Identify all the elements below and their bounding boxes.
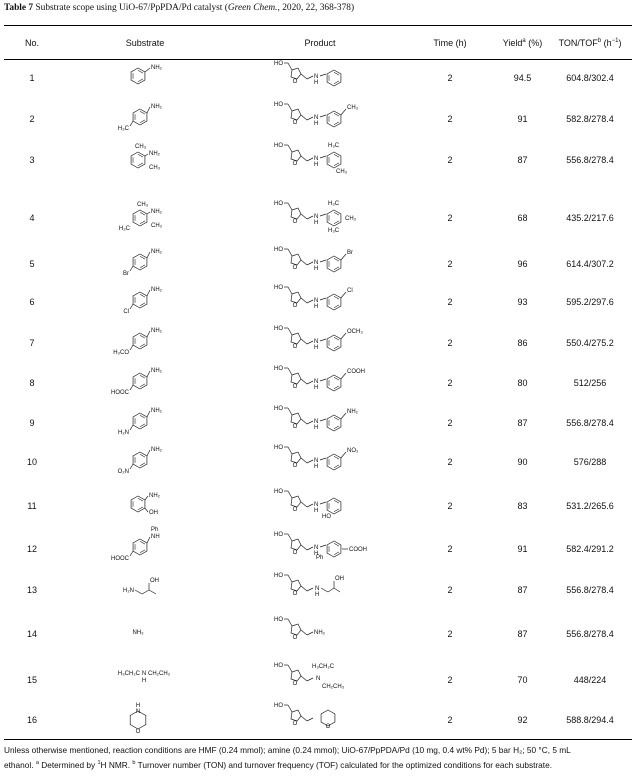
- substrate-bottom-group: O₂N: [117, 469, 129, 475]
- substrate-structure: [118, 101, 188, 137]
- product-ho-label: HO: [274, 445, 283, 451]
- footnote-sup-b: b: [132, 759, 136, 766]
- substrate-h-label: H: [141, 678, 147, 684]
- row-time: 2: [447, 114, 453, 124]
- row-yield: 93: [517, 297, 528, 307]
- row-time: 2: [447, 73, 453, 83]
- product-furan-o: O: [292, 120, 298, 126]
- product-furan-o: O: [292, 507, 298, 513]
- row-time: 2: [447, 715, 453, 725]
- row-time: 2: [447, 297, 453, 307]
- product-structure: [272, 403, 382, 441]
- row-ton-tof: 595.2/297.6: [566, 297, 614, 307]
- row-yield: 87: [517, 585, 528, 595]
- product-furan-o: O: [292, 463, 298, 469]
- substrate-n-label: N: [141, 671, 147, 677]
- product-n-label: N: [314, 214, 319, 220]
- product-ho-label: HO: [274, 573, 283, 579]
- product-furan-o: O: [292, 591, 298, 597]
- product-n-label: N: [314, 458, 319, 464]
- substrate-top-group: NH₂: [151, 368, 162, 374]
- product-ethyl-a: H₃CH₂C: [312, 664, 335, 670]
- row-time: 2: [447, 585, 453, 595]
- header-yield-sup: a: [522, 38, 526, 44]
- row-ton-tof: 512/256: [573, 378, 607, 388]
- substrate-structure: [118, 200, 188, 236]
- product-furan-o: O: [292, 161, 298, 167]
- row-yield: 94.5: [513, 73, 532, 83]
- product-furan-o: O: [292, 384, 298, 390]
- product-structure: [272, 363, 382, 401]
- product-nh-h: H: [314, 425, 319, 431]
- row-time: 2: [447, 675, 453, 685]
- row-time: 2: [447, 501, 453, 511]
- substrate-structure: [118, 284, 188, 320]
- product-ring-substituent: Cl: [347, 288, 353, 294]
- product-furan-o: O: [292, 219, 298, 225]
- row-yield: 90: [517, 457, 528, 467]
- row-number: 11: [27, 501, 37, 511]
- product-ho-label: HO: [274, 663, 283, 669]
- product-nh-h: H: [314, 464, 319, 470]
- footnote-line-2: [4, 757, 632, 771]
- substrate-bottom-group: HOOC: [111, 390, 129, 396]
- row-number: 7: [29, 338, 35, 348]
- substrate-nh2-label: NH₂: [149, 493, 160, 499]
- product-nh-h: H: [315, 592, 320, 598]
- footnote-determined: Determined by: [38, 759, 98, 770]
- product-n-label: N: [314, 156, 319, 162]
- product-structure: [272, 700, 382, 738]
- row-ton-tof: 550.4/275.2: [566, 338, 614, 348]
- product-methyl-1: H₃C: [328, 201, 340, 207]
- row-ton-tof: 614.4/307.2: [566, 259, 614, 269]
- product-n-label: N: [314, 298, 319, 304]
- product-furan-o: O: [292, 681, 298, 687]
- substrate-structure: [118, 142, 188, 178]
- header-tonof-unit-sup: −1: [611, 38, 619, 44]
- product-ho-label: HO: [274, 61, 283, 67]
- product-n-label: N: [314, 339, 319, 345]
- product-furan-o: O: [292, 550, 298, 556]
- row-ton-tof: 588.8/294.4: [566, 715, 614, 725]
- product-structure: [272, 198, 382, 236]
- substrate-top-group: NH₂: [151, 328, 162, 334]
- product-nh-h: H: [314, 385, 319, 391]
- substrate-nh2-label: NH₂: [151, 65, 162, 71]
- footnote-nmr: H NMR.: [100, 759, 133, 770]
- substrate-top-group: NH₂: [151, 104, 162, 110]
- footnote-line-1: Unless otherwise mentioned, reaction conditions are HMF (0.24 mmol); amine (0.24 mmol); UiO-67/PpPDA/Pd (10 mg, 0.4 wt% Pd); 5 bar H₂; 50 °C, 5 mL: [4, 745, 571, 755]
- product-nh-h: H: [314, 508, 319, 514]
- substrate-methyl-2: CH₃: [149, 165, 161, 171]
- row-ton-tof: 531.2/265.6: [566, 501, 614, 511]
- substrate-o-label: O: [135, 729, 141, 735]
- row-time: 2: [447, 378, 453, 388]
- substrate-oh-label: OH: [149, 510, 158, 516]
- table-caption: [4, 3, 632, 13]
- row-yield: 86: [517, 338, 528, 348]
- product-ho-label: HO: [274, 326, 283, 332]
- footnote-ethanol: ethanol.: [4, 759, 36, 770]
- header-yield-unit: (%): [525, 38, 543, 48]
- product-methyl-2: CH₃: [345, 216, 357, 222]
- product-furan-o: O: [292, 79, 298, 85]
- product-n-label: N: [314, 379, 319, 385]
- product-methyl-1: H₃C: [328, 143, 340, 149]
- product-ho-label: HO: [274, 143, 283, 149]
- substrate-structure: [118, 488, 188, 524]
- product-ethyl-b: CH₂CH₃: [322, 684, 345, 690]
- product-furan-o: O: [292, 344, 298, 350]
- substrate-oh-label: OH: [150, 578, 159, 584]
- product-furan-o: O: [292, 303, 298, 309]
- row-ton-tof: 582.4/291.2: [566, 544, 614, 554]
- product-structure: [272, 570, 382, 608]
- substrate-nh2-label: NH₂: [151, 209, 162, 215]
- row-yield: 68: [517, 213, 528, 223]
- row-number: 12: [26, 544, 37, 554]
- substrate-top-group: NH₂: [151, 447, 162, 453]
- substrate-structure: [118, 444, 188, 480]
- row-yield: 80: [517, 378, 528, 388]
- substrate-top-group: NH: [151, 534, 160, 540]
- product-structure: [272, 486, 382, 524]
- product-methyl-2: CH₃: [336, 169, 348, 175]
- product-ho-label: HO: [274, 703, 283, 709]
- product-structure: [272, 614, 382, 652]
- product-ring-substituent: COOH: [347, 369, 365, 375]
- product-ring-substituent: NO₂: [347, 448, 359, 454]
- product-ho-label: HO: [274, 247, 283, 253]
- row-number: 9: [29, 418, 35, 428]
- row-number: 6: [29, 297, 35, 307]
- footnote-sup-a: a: [35, 759, 39, 766]
- substrate-bottom-group: Cl: [123, 309, 129, 315]
- row-ton-tof: 576/288: [573, 457, 607, 467]
- product-n-label: N: [315, 586, 320, 592]
- substrate-ethyl-left: H₃CH₂C: [117, 671, 140, 677]
- substrate-bottom-group: Br: [123, 271, 129, 277]
- row-ton-tof: 556.8/278.4: [566, 585, 614, 595]
- product-morph-o: O: [325, 724, 331, 730]
- substrate-structure: [118, 405, 188, 441]
- row-time: 2: [447, 418, 453, 428]
- header-no: No.: [24, 38, 39, 48]
- substrate-bottom-group: HOOC: [111, 556, 129, 562]
- table-footnote: [4, 744, 632, 771]
- row-number: 4: [29, 213, 35, 223]
- product-ring-substituent: NH₂: [347, 409, 358, 415]
- substrate-structure: [118, 246, 188, 282]
- substrate-ethyl-right: CH₂CH₃: [148, 671, 171, 677]
- row-ton-tof: 582.8/278.4: [566, 114, 614, 124]
- substrate-h-label: H: [135, 703, 141, 709]
- footnote-ton-tof: Turnover number (TON) and turnover frequency (TOF) calculated for the optimized conditions for each substrate.: [135, 759, 552, 770]
- row-ton-tof: 556.8/278.4: [566, 418, 614, 428]
- product-nh-h: H: [314, 304, 319, 310]
- product-n-label: N: [314, 115, 319, 121]
- row-time: 2: [447, 155, 453, 165]
- header-tonof-label: TON/TOF: [558, 38, 598, 48]
- product-nh-h: H: [314, 80, 319, 86]
- product-ho-label: HO: [274, 285, 283, 291]
- caption-citation: , 2020, 22, 368-378): [277, 3, 355, 13]
- product-structure: [272, 529, 382, 567]
- caption-journal: Green Chem.: [227, 3, 278, 13]
- product-ring-substituent: Br: [347, 250, 353, 256]
- substrate-top-group: NH₂: [151, 408, 162, 414]
- row-number: 14: [26, 629, 37, 639]
- product-ho-label: HO: [274, 102, 283, 108]
- product-ring-substituent: CH₃: [347, 105, 359, 111]
- header-substrate: Substrate: [125, 38, 165, 48]
- product-furan-o: O: [292, 721, 298, 727]
- substrate-bottom-group: H₃CO: [113, 350, 129, 356]
- header-yield-label: Yield: [502, 38, 523, 48]
- caption-text: Substrate scope using UiO-67/PpPDA/Pd catalyst (: [35, 3, 228, 13]
- product-furan-o: O: [292, 265, 298, 271]
- product-ring-substituent: OCH₃: [347, 329, 363, 335]
- product-structure: [272, 282, 382, 320]
- substrate-label: NH₃: [132, 630, 144, 636]
- product-cooh-label: COOH: [349, 547, 367, 553]
- product-structure: [272, 99, 382, 137]
- product-furan-o: O: [292, 424, 298, 430]
- header-tonof-close: ): [618, 38, 622, 48]
- header-tonof-unit: (h: [601, 38, 612, 48]
- row-time: 2: [447, 259, 453, 269]
- row-yield: 96: [517, 259, 528, 269]
- product-n-label: N: [314, 260, 319, 266]
- product-acid-oh: OH: [335, 576, 344, 582]
- product-nh2-label: NH₂: [314, 630, 325, 636]
- row-number: 8: [29, 378, 35, 388]
- row-yield: 83: [517, 501, 528, 511]
- substrate-structure: [113, 325, 188, 361]
- row-yield: 87: [517, 155, 528, 165]
- header-tonof: [550, 38, 630, 48]
- product-nh-h: H: [314, 345, 319, 351]
- header-tonof-sup: b: [597, 38, 602, 44]
- substrate-structure: [118, 572, 188, 608]
- product-structure: [272, 58, 382, 96]
- product-ho-label: HO: [274, 617, 283, 623]
- product-structure: [272, 244, 382, 282]
- substrate-structure: [118, 60, 188, 96]
- bottom-rule: [4, 739, 632, 740]
- row-time: 2: [447, 213, 453, 223]
- row-time: 2: [447, 544, 453, 554]
- product-ho-label: HO: [274, 406, 283, 412]
- product-n-label: N: [316, 676, 321, 682]
- product-n-label: N: [314, 74, 319, 80]
- row-time: 2: [447, 629, 453, 639]
- header-yield: [495, 38, 550, 48]
- product-ho-label: HO: [274, 201, 283, 207]
- row-ton-tof: 604.8/302.4: [566, 73, 614, 83]
- product-n-label: N: [314, 419, 319, 425]
- product-nh-h: H: [314, 266, 319, 272]
- product-ho-label: HO: [274, 532, 283, 538]
- product-nh-h: H: [314, 121, 319, 127]
- substrate-structure: [118, 702, 188, 738]
- row-ton-tof: 556.8/278.4: [566, 629, 614, 639]
- row-time: 2: [447, 338, 453, 348]
- product-nh-h: H: [314, 220, 319, 226]
- row-number: 10: [26, 457, 37, 467]
- row-time: 2: [447, 457, 453, 467]
- row-yield: 87: [517, 418, 528, 428]
- substrate-structure: [111, 365, 188, 401]
- product-oh-label: HO: [322, 514, 331, 520]
- substrate-structure: [118, 616, 188, 652]
- product-structure: [272, 442, 382, 480]
- substrate-methyl-3: H₃C: [118, 226, 130, 232]
- product-nh-h: H: [314, 551, 319, 557]
- row-ton-tof: 448/224: [573, 675, 607, 685]
- product-structure: [272, 140, 382, 178]
- row-yield: 87: [517, 629, 528, 639]
- row-number: 13: [26, 585, 37, 595]
- substrate-methyl-1: CH₃: [135, 144, 147, 150]
- product-structure: [272, 660, 382, 698]
- row-ton-tof: 556.8/278.4: [566, 155, 614, 165]
- header-time: Time (h): [433, 38, 467, 48]
- row-yield: 91: [517, 544, 528, 554]
- substrate-structure: [111, 527, 188, 567]
- substrate-h2n-label: H₂N: [123, 588, 134, 594]
- row-number: 3: [29, 155, 35, 165]
- row-number: 1: [29, 73, 35, 83]
- substrate-bottom-group: H₃C: [117, 126, 129, 132]
- substrate-nh2-label: NH₂: [149, 151, 160, 157]
- substrate-n-label: N: [135, 709, 141, 715]
- product-n-label: N: [314, 502, 319, 508]
- product-structure: [272, 323, 382, 361]
- product-methyl-3: H₃C: [328, 228, 340, 234]
- header-product: Product: [304, 38, 336, 48]
- row-ton-tof: 435.2/217.6: [566, 213, 614, 223]
- product-ho-label: HO: [274, 489, 283, 495]
- row-yield: 92: [517, 715, 528, 725]
- substrate-bottom-group: H₂N: [118, 430, 129, 436]
- substrate-ph-label: Ph: [151, 527, 159, 533]
- product-ho-label: HO: [274, 366, 283, 372]
- substrate-methyl-1: CH₃: [137, 202, 149, 208]
- row-yield: 70: [517, 675, 528, 685]
- row-yield: 91: [517, 114, 528, 124]
- footnote-sup-1: 1: [97, 759, 101, 766]
- product-nh-h: H: [314, 162, 319, 168]
- product-n-label: N: [314, 545, 319, 551]
- substrate-top-group: NH₂: [151, 287, 162, 293]
- row-number: 5: [29, 259, 35, 269]
- top-rule: [4, 25, 632, 26]
- product-furan-o: O: [292, 635, 298, 641]
- row-number: 16: [26, 715, 37, 725]
- substrate-top-group: NH₂: [151, 249, 162, 255]
- row-number: 2: [29, 114, 35, 124]
- substrate-methyl-2: CH₃: [151, 223, 163, 229]
- row-number: 15: [26, 675, 37, 685]
- caption-label: Table 7: [4, 3, 34, 13]
- substrate-structure: [118, 662, 188, 698]
- product-ph-label: Ph: [316, 555, 324, 561]
